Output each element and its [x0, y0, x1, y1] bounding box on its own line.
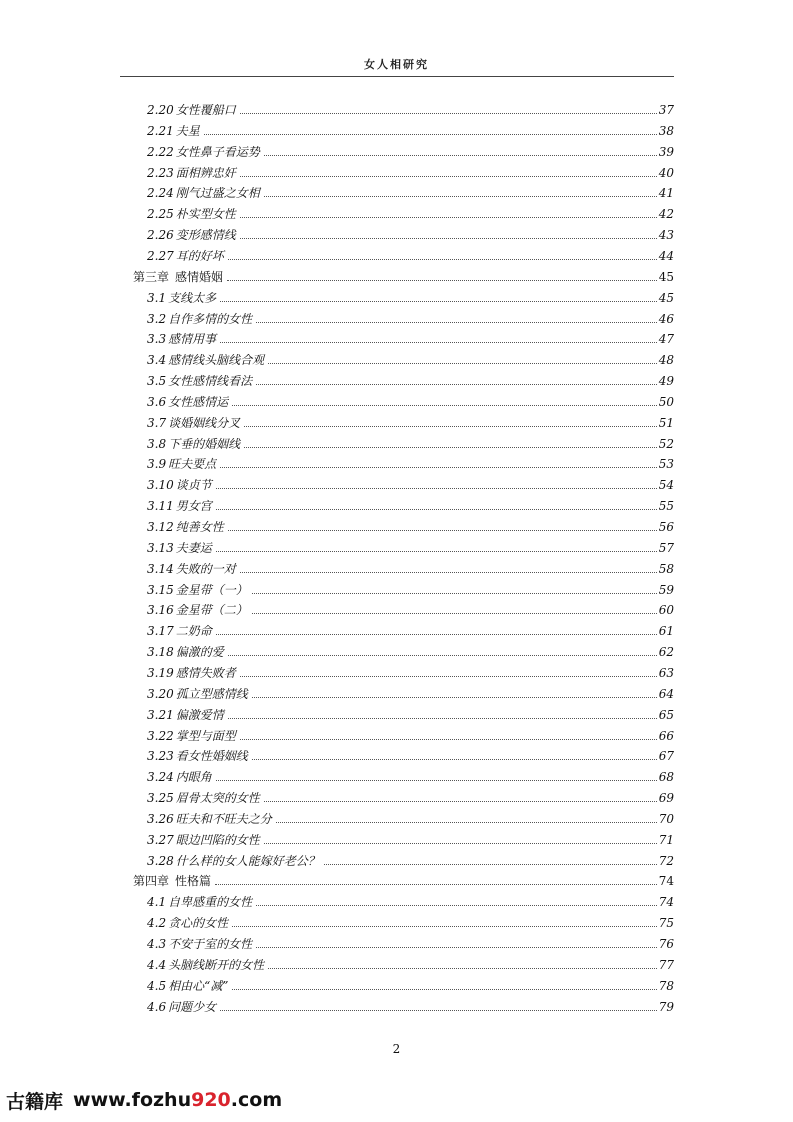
- toc-section-row: [147, 639, 674, 659]
- toc-section-row: [147, 931, 674, 951]
- toc-section-row: [147, 577, 674, 597]
- toc-entry-label: [147, 186, 262, 200]
- toc-entry-number: 2.22: [147, 144, 174, 159]
- toc-page-number: 59: [658, 582, 674, 597]
- dot-leader: [256, 383, 657, 385]
- toc-section-row: [147, 118, 674, 138]
- dot-leader: [264, 842, 657, 844]
- toc-entry-title: 刚气过盛之女相: [175, 186, 260, 201]
- dot-leader: [244, 446, 657, 448]
- toc-section-row: [147, 326, 674, 346]
- dot-leader: [232, 404, 657, 406]
- toc-entry-label: [147, 332, 218, 346]
- toc-page-number: 75: [658, 916, 674, 931]
- toc-section-row: [147, 431, 674, 451]
- toc-entry-label: [147, 812, 274, 826]
- toc-entry-label: [147, 603, 250, 617]
- toc-entry-label: [147, 499, 214, 513]
- dot-leader: [227, 279, 657, 281]
- toc-section-row: [147, 535, 674, 555]
- dot-leader: [240, 175, 657, 177]
- toc-page-number: 41: [658, 186, 674, 201]
- toc-entry-number: 3.6: [147, 394, 167, 409]
- toc-page-number: 78: [658, 978, 674, 993]
- dot-leader: [268, 967, 657, 969]
- toc-entry-title: 旺夫和不旺夫之分: [175, 811, 272, 826]
- toc-entry-title: 支线太多: [168, 290, 217, 305]
- toc-entry-title: 偏激的爱: [175, 645, 224, 660]
- toc-section-row: [147, 493, 674, 513]
- toc-entry-title: 问题少女: [168, 999, 217, 1014]
- toc-entry-title: 贪心的女性: [168, 916, 229, 931]
- toc-section-row: [147, 556, 674, 576]
- toc-entry-number: 3.4: [147, 353, 167, 368]
- toc-page-number: 65: [658, 707, 674, 722]
- toc-entry-title: 夫妻运: [175, 540, 212, 555]
- dot-leader: [228, 717, 657, 719]
- toc-entry-label: [147, 437, 242, 451]
- toc-entry-number: 4.2: [147, 916, 167, 931]
- watermark-footer: [6, 1086, 282, 1114]
- toc-page-number: 45: [658, 269, 674, 284]
- toc-entry-number: 2.23: [147, 165, 174, 180]
- toc-entry-number: 3.11: [147, 499, 174, 514]
- toc-entry-label: [147, 520, 226, 534]
- toc-entry-title: 自作多情的女性: [168, 311, 253, 326]
- toc-section-row: [147, 222, 674, 242]
- toc-entry-title: 偏激爱情: [175, 707, 224, 722]
- toc-entry-number: 3.23: [147, 749, 174, 764]
- toc-entry-title: 二奶命: [175, 624, 212, 639]
- toc-entry-title: 感情失败者: [175, 665, 236, 680]
- header-divider: [120, 76, 674, 77]
- dot-leader: [240, 216, 657, 218]
- dot-leader: [228, 529, 657, 531]
- toc-section-row: [147, 139, 674, 159]
- dot-leader: [220, 341, 657, 343]
- toc-page-number: 45: [658, 290, 674, 305]
- toc-section-row: [147, 285, 674, 305]
- toc-entry-number: 3.3: [147, 332, 167, 347]
- toc-page-number: 68: [658, 770, 674, 785]
- page-number: 2: [392, 1042, 401, 1056]
- toc-section-row: [147, 306, 674, 326]
- dot-leader: [216, 508, 657, 510]
- toc-entry-number: 3.20: [147, 686, 174, 701]
- toc-entry-label: [147, 854, 322, 868]
- toc-section-row: [147, 514, 674, 534]
- site-url-part1: www.fozhu: [73, 1089, 192, 1111]
- toc-entry-number: 3.17: [147, 624, 174, 639]
- toc-entry-label: [147, 395, 230, 409]
- toc-entry-label: [147, 124, 202, 138]
- toc-section-row: [147, 97, 674, 117]
- toc-entry-title: 变形感情线: [175, 228, 236, 243]
- dot-leader: [256, 904, 657, 906]
- toc-page-number: 40: [658, 165, 674, 180]
- toc-section-row: [147, 764, 674, 784]
- toc-page-number: 47: [658, 332, 674, 347]
- toc-entry-label: [147, 1000, 218, 1014]
- dot-leader: [252, 696, 657, 698]
- toc-entry-number: 3.22: [147, 728, 174, 743]
- toc-section-row: [147, 743, 674, 763]
- toc-entry-title: 旺夫要点: [168, 457, 217, 472]
- dot-leader: [228, 258, 657, 260]
- toc-page-number: 77: [658, 957, 674, 972]
- toc-page-number: 56: [658, 520, 674, 534]
- dot-leader: [268, 362, 657, 364]
- toc-page-number: 48: [658, 353, 674, 368]
- dot-leader: [220, 300, 657, 302]
- toc-section-row: [147, 994, 674, 1014]
- dot-leader: [232, 988, 656, 990]
- dot-leader: [256, 946, 657, 948]
- toc-section-row: [147, 910, 674, 930]
- toc-section-row: [147, 952, 674, 972]
- site-url-part2: 920: [191, 1089, 231, 1111]
- toc-page-number: 39: [658, 144, 674, 159]
- toc-entry-number: 3.8: [147, 436, 167, 451]
- dot-leader: [240, 738, 657, 740]
- toc-entry-label: [147, 729, 238, 743]
- toc-entry-label: [147, 708, 226, 722]
- dot-leader: [252, 612, 657, 614]
- toc-entry-title: 金星带（二）: [175, 603, 248, 618]
- toc-section-row: [147, 201, 674, 221]
- toc-entry-number: 3.24: [147, 770, 174, 785]
- toc-section-row: [147, 973, 674, 993]
- toc-page-number: 58: [658, 561, 674, 576]
- toc-entry-title: 面相辨忠奸: [175, 165, 236, 180]
- site-name: 古籍库: [6, 1090, 64, 1113]
- toc-section-row: [147, 618, 674, 638]
- toc-entry-label: [147, 770, 214, 784]
- dot-leader: [324, 863, 657, 865]
- toc-entry-title: 眼边凹陷的女性: [175, 832, 260, 847]
- toc-page-number: 44: [658, 248, 674, 263]
- toc-entry-label: [147, 145, 262, 159]
- toc-section-row: [147, 389, 674, 409]
- toc-section-row: [147, 702, 674, 722]
- toc-entry-number: 2.26: [147, 228, 174, 243]
- toc-entry-title: 什么样的女人能嫁好老公？: [175, 853, 320, 868]
- toc-entry-number: 3.25: [147, 791, 174, 806]
- site-url-part3: .com: [230, 1089, 283, 1111]
- toc-entry-label: [147, 562, 238, 576]
- toc-section-row: [147, 597, 674, 617]
- toc-entry-label: [147, 103, 238, 117]
- dot-leader: [256, 321, 657, 323]
- toc-entry-label: [147, 895, 254, 909]
- toc-section-row: [147, 472, 674, 492]
- toc-entry-title: 下垂的婚姻线: [168, 436, 241, 451]
- toc-entry-label: [147, 249, 226, 263]
- toc-entry-label: [147, 478, 214, 492]
- toc-entry-title: 女性覆船口: [175, 103, 236, 117]
- toc-entry-label: [147, 624, 214, 638]
- toc-entry-number: 3.1: [147, 290, 167, 305]
- dot-leader: [252, 758, 657, 760]
- toc-page-number: 76: [658, 937, 674, 951]
- toc-section-row: [147, 889, 674, 909]
- toc-section-row: [147, 785, 674, 805]
- toc-entry-number: 3.7: [147, 415, 167, 430]
- toc-page-number: 66: [658, 728, 674, 743]
- toc-page-number: 63: [658, 665, 674, 680]
- dot-leader: [220, 466, 657, 468]
- dot-leader: [240, 675, 657, 677]
- dot-leader: [215, 883, 657, 885]
- toc-section-row: [147, 681, 674, 701]
- toc-entry-number: 4.1: [147, 895, 167, 910]
- toc-entry-label: [147, 749, 250, 763]
- toc-entry-title: 性格篇: [175, 874, 212, 889]
- toc-entry-label: [147, 541, 214, 555]
- toc-entry-label: [133, 270, 225, 284]
- toc-entry-number: 3.10: [147, 478, 174, 493]
- toc-chapter-row: [133, 868, 674, 888]
- toc-entry-label: [147, 416, 242, 430]
- toc-section-row: [147, 827, 674, 847]
- toc-entry-title: 感情婚姻: [175, 269, 224, 284]
- toc-page-number: 43: [658, 228, 674, 243]
- toc-entry-title: 头脑线断开的女性: [168, 957, 265, 972]
- toc-page-number: 69: [658, 791, 674, 806]
- toc-entry-title: 相由心“减”: [168, 978, 229, 993]
- toc-page-number: 70: [658, 811, 674, 826]
- toc-page-number: 54: [658, 478, 674, 493]
- toc-entry-label: [147, 207, 238, 221]
- toc-page-number: 42: [658, 207, 674, 222]
- toc-entry-label: [147, 583, 250, 597]
- toc-entry-label: [147, 457, 218, 471]
- dot-leader: [228, 654, 657, 656]
- toc-entry-title: 感情用事: [168, 332, 217, 347]
- toc-entry-title: 女性感情线看法: [168, 374, 253, 389]
- toc-entry-label: [147, 353, 266, 367]
- toc-entry-title: 掌型与面型: [175, 728, 236, 743]
- toc-page-number: 72: [658, 853, 674, 868]
- toc-entry-title: 女性鼻子看运势: [175, 144, 260, 159]
- toc-entry-label: [147, 166, 238, 180]
- toc-entry-label: [147, 916, 230, 930]
- toc-entry-number: 3.26: [147, 811, 174, 826]
- dot-leader: [204, 133, 657, 135]
- toc-entry-number: 3.16: [147, 603, 174, 618]
- toc-entry-title: 不安于室的女性: [168, 937, 253, 951]
- toc-entry-title: 女性感情运: [168, 394, 229, 409]
- toc-entry-number: 2.24: [147, 186, 174, 201]
- toc-entry-label: [133, 874, 213, 888]
- toc-entry-number: 3.19: [147, 665, 174, 680]
- toc-entry-title: 夫星: [175, 123, 200, 138]
- toc-section-row: [147, 410, 674, 430]
- toc-section-row: [147, 368, 674, 388]
- toc-page-number: 38: [658, 123, 674, 138]
- toc-entry-label: [147, 791, 262, 805]
- toc-entry-number: 2.27: [147, 248, 174, 263]
- toc-section-row: [147, 347, 674, 367]
- toc-page-number: 51: [658, 415, 674, 430]
- toc-entry-title: 耳的好坏: [175, 248, 224, 263]
- dot-leader: [244, 425, 657, 427]
- dot-leader: [240, 237, 657, 239]
- dot-leader: [276, 821, 657, 823]
- toc-section-row: [147, 848, 674, 868]
- toc-section-row: [147, 451, 674, 471]
- dot-leader: [240, 571, 657, 573]
- toc-entry-number: 3.15: [147, 582, 174, 597]
- toc-entry-number: 2.20: [147, 103, 174, 117]
- toc-page-number: 71: [658, 832, 674, 847]
- toc-page-number: 55: [658, 499, 674, 514]
- toc-entry-label: [147, 228, 238, 242]
- dot-leader: [264, 800, 657, 802]
- toc-page-number: 62: [658, 645, 674, 660]
- toc-entry-title: 眉骨太突的女性: [175, 791, 260, 806]
- dot-leader: [216, 779, 657, 781]
- toc-entry-label: [147, 958, 266, 972]
- toc-page-number: 64: [658, 686, 674, 701]
- toc-entry-title: 谈贞节: [175, 478, 212, 493]
- toc-entry-title: 内眼角: [175, 770, 212, 785]
- toc-page-number: 74: [658, 895, 674, 910]
- running-header-title: 女人相研究: [364, 58, 429, 71]
- toc-section-row: [147, 180, 674, 200]
- toc-chapter-row: [133, 264, 674, 284]
- toc-entry-title: 自卑感重的女性: [168, 895, 253, 910]
- toc-entry-title: 孤立型感情线: [175, 686, 248, 701]
- toc-entry-title: 金星带（一）: [175, 582, 248, 597]
- toc-section-row: [147, 243, 674, 263]
- dot-leader: [216, 550, 657, 552]
- toc-entry-number: 3.2: [147, 311, 167, 326]
- dot-leader: [240, 112, 657, 114]
- toc-page-number: 60: [658, 603, 674, 618]
- toc-entry-title: 看女性婚姻线: [175, 749, 248, 764]
- dot-leader: [232, 925, 657, 927]
- toc-entry-number: 3.14: [147, 561, 174, 576]
- toc-page-number: 53: [658, 457, 674, 472]
- dot-leader: [216, 633, 657, 635]
- toc-page-number: 67: [658, 749, 674, 764]
- toc-page-number: 52: [658, 436, 674, 451]
- toc-section-row: [147, 806, 674, 826]
- toc-entry-label: [147, 833, 262, 847]
- toc-entry-number: 3.5: [147, 374, 167, 389]
- dot-leader: [216, 487, 657, 489]
- dot-leader: [220, 1009, 657, 1011]
- toc-entry-title: 感情线头脑线合观: [168, 353, 265, 368]
- toc-page-number: 46: [658, 311, 674, 326]
- toc-entry-label: [147, 687, 250, 701]
- dot-leader: [252, 592, 657, 594]
- toc-entry-number: 3.18: [147, 645, 174, 660]
- toc-section-row: [147, 723, 674, 743]
- toc-entry-label: [147, 645, 226, 659]
- dot-leader: [264, 154, 657, 156]
- toc-entry-number: 3.28: [147, 853, 174, 868]
- toc-entry-number: 3.27: [147, 832, 174, 847]
- toc-entry-label: [147, 374, 254, 388]
- toc-page-number: 49: [658, 374, 674, 389]
- toc-entry-number: 2.21: [147, 123, 174, 138]
- toc-entry-number: 4.3: [147, 937, 167, 951]
- toc-entry-number: 4.6: [147, 999, 167, 1014]
- toc-entry-number: 4.5: [147, 978, 167, 993]
- toc-page-number: 74: [658, 874, 674, 889]
- toc-entry-title: 失败的一对: [175, 561, 236, 576]
- toc-entry-label: [147, 291, 218, 305]
- toc-entry-number: 第三章: [133, 269, 170, 284]
- toc-entry-label: [147, 312, 254, 326]
- toc-entry-number: 4.4: [147, 957, 167, 972]
- toc-entry-title: 纯善女性: [175, 520, 224, 534]
- toc-page-number: 50: [658, 394, 674, 409]
- toc-entry-number: 3.13: [147, 540, 174, 555]
- toc-entry-label: [147, 979, 230, 993]
- toc-entry-number: 2.25: [147, 207, 174, 222]
- toc-entry-title: 男女宫: [175, 499, 212, 514]
- dot-leader: [264, 195, 657, 197]
- toc-entry-number: 3.9: [147, 457, 167, 472]
- toc-page-number: 37: [658, 103, 674, 117]
- toc-entry-title: 谈婚姻线分叉: [168, 415, 241, 430]
- toc-page-number: 57: [658, 540, 674, 555]
- toc-entry-number: 3.12: [147, 520, 174, 534]
- toc-page-number: 79: [658, 999, 674, 1014]
- toc-entry-label: [147, 937, 254, 951]
- toc-page-number: 61: [658, 624, 674, 639]
- toc-entry-label: [147, 666, 238, 680]
- toc-section-row: [147, 160, 674, 180]
- toc-entry-number: 3.21: [147, 707, 174, 722]
- toc-entry-title: 朴实型女性: [175, 207, 236, 222]
- toc-section-row: [147, 660, 674, 680]
- toc-entry-number: 第四章: [133, 874, 170, 889]
